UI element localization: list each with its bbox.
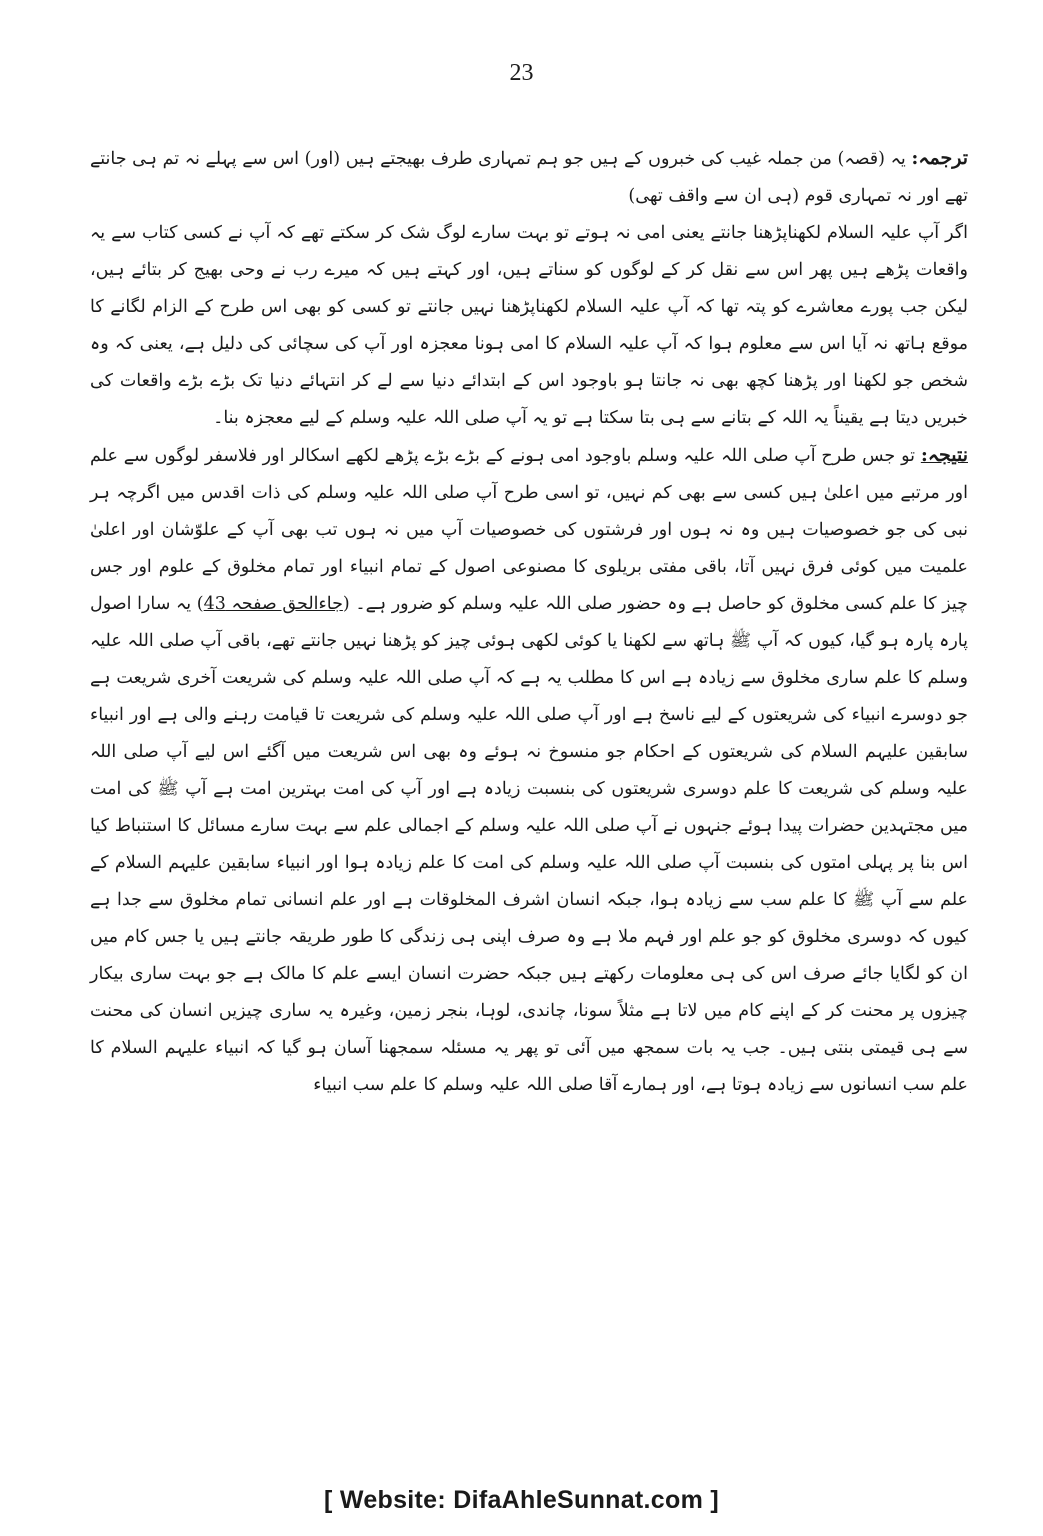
- translation-paragraph: [90, 140, 968, 215]
- website-footer: [ Website: DifaAhleSunnat.com ]: [324, 1486, 719, 1514]
- explanation-paragraph: اگر آپ علیہ السلام لکھناپڑھنا جانتے یعنی امی نہ ہوتے تو بہت سارے لوگ شک کر سکتے تھے کہ آپ نے کسی کتاب سے یہ واقعات پڑھے ہیں پھر اس سے نقل کر کے لوگوں کو سناتے ہیں، اور کہتے ہیں کہ میرے رب نے وحی بھیج کر بتائے ہیں، لیکن جب پورے معاشرے کو پتہ تھا کہ آپ علیہ السلام لکھناپڑھنا نہیں جانتے تو کسی کو بھی اس طرح کے الزام لگانے کا موقع ہاتھ نہ آیا اس سے معلوم ہوا کہ آپ علیہ السلام کا امی ہونا معجزہ اور آپ کی سچائی کی دلیل ہے، یعنی کہ وہ شخص جو لکھنا اور پڑھنا کچھ بھی نہ جانتا ہو باوجود اس کے ابتدائے دنیا سے لے کر انتہائے دنیا تک بڑے بڑے واقعات کی خبریں دیتا ہے یقیناً یہ اللہ کے بتانے سے ہی بتا سکتا ہے تو یہ آپ صلی اللہ علیہ وسلم کے لیے معجزہ بنا۔: [90, 223, 968, 428]
- translation-text-line1: یہ (قصہ) من جملہ غیب کی خبروں کے ہیں جو ہم تمہاری طرف بھیجتے ہیں (اور) اس سے پہلے نہ تم ہی جانتے تھے اور نہ: [90, 149, 968, 206]
- result-label: نتیجہ:: [920, 444, 968, 466]
- book-reference: جاءالحق صفحہ 43: [203, 594, 343, 614]
- page-body: [90, 140, 968, 1104]
- translation-text-line2: تمہاری قوم (ہی ان سے واقف تھی): [628, 186, 892, 206]
- result-text-part2: ) یہ سارا اصول پارہ پارہ ہو گیا، کیوں کہ آپ ﷺ ہاتھ سے لکھنا یا کوئی لکھی ہوئی چیز کو پڑھنا نہیں جانتے تھے، باقی آپ صلی اللہ علیہ وسلم کا علم ساری مخلوق سے زیادہ ہے اس کا مطلب یہ ہے کہ آپ صلی اللہ علیہ وسلم کی شریعت آخری شریعت ہے جو دوسرے انبیاء کی شریعتوں کے لیے ناسخ ہے اور آپ صلی اللہ علیہ وسلم کی شریعت تا قیامت رہنے والی ہے اور انبیاء سابقین علیہم السلام کی شریعتوں کے احکام جو منسوخ نہ ہوئے وہ بھی اس شریعت میں آگئے اس لیے آپ صلی اللہ علیہ وسلم کی شریعت کا علم دوسری شریعتوں کی بنسبت زیادہ ہے اور آپ کی امت بہترین امت ہے آپ ﷺ کی امت میں مجتہدین حضرات پیدا ہوئے جنہوں نے آپ صلی اللہ علیہ وسلم کے اجمالی علم سے بہت سارے مسائل کا استنباط کیا اس بنا پر پہلی امتوں کی بنسبت آپ صلی اللہ علیہ وسلم کی امت کا علم زیادہ ہوا اور انبیاء سابقین علیہم السلام کے علم سے آپ ﷺ کا علم سب سے زیادہ ہوا، جبکہ انسان اشرف المخلوقات ہے اور علم انسانی تمام مخلوق سے جدا ہے کیوں کہ دوسری مخلوق کو جو علم اور فہم ملا ہے وہ صرف اپنی ہی زندگی کا طور طریقہ جانتے ہیں یا جس کام میں ان کو لگایا جائے صرف اس کی ہی معلومات رکھتے ہیں جبکہ حضرت انسان ایسے علم کا مالک ہے جو بہت ساری بیکار چیزوں پر محنت کر کے اپنے کام میں لاتا ہے مثلاً سونا، چاندی، لوہا، بنجر زمین، وغیرہ یہ ساری چیزیں انسان کی محنت سے ہی قیمتی بنتی ہیں۔ جب یہ بات سمجھ میں آئی تو پھر یہ مسئلہ سمجھنا آسان ہو گیا کہ انبیاء علیہم السلام کا علم سب انسانوں سے زیادہ ہوتا ہے، اور ہمارے آقا صلی اللہ علیہ وسلم کا علم سب انبیاء: [90, 594, 968, 1095]
- translation-label: ترجمہ:: [911, 147, 968, 169]
- page-number: 23: [509, 60, 534, 86]
- result-paragraph: [90, 437, 968, 1104]
- result-text-part1: تو جس طرح آپ صلی اللہ علیہ وسلم باوجود امی ہونے کے بڑے بڑے پڑھے لکھے اسکالر اور فلاسفر لوگوں سے علم اور مرتبے میں اعلیٰ ہیں کسی سے بھی کم نہیں، تو اسی طرح آپ صلی اللہ علیہ وسلم کی ذات اقدس میں اگرچہ ہر نبی کی جو خصوصیات ہیں وہ نہ ہوں اور فرشتوں کی خصوصیات آپ میں نہ ہوں تب بھی آپ کے علوّشان اور اعلیٰ علمیت میں کوئی فرق نہیں آتا، باقی مفتی بریلوی کا مصنوعی اصول کے تمام انبیاء اور تمام مخلوق کے علوم اور جس چیز کا علم کسی مخلوق کو حاصل ہے وہ حضور صلی اللہ علیہ وسلم کو ضرور ہے۔ (: [90, 446, 968, 614]
